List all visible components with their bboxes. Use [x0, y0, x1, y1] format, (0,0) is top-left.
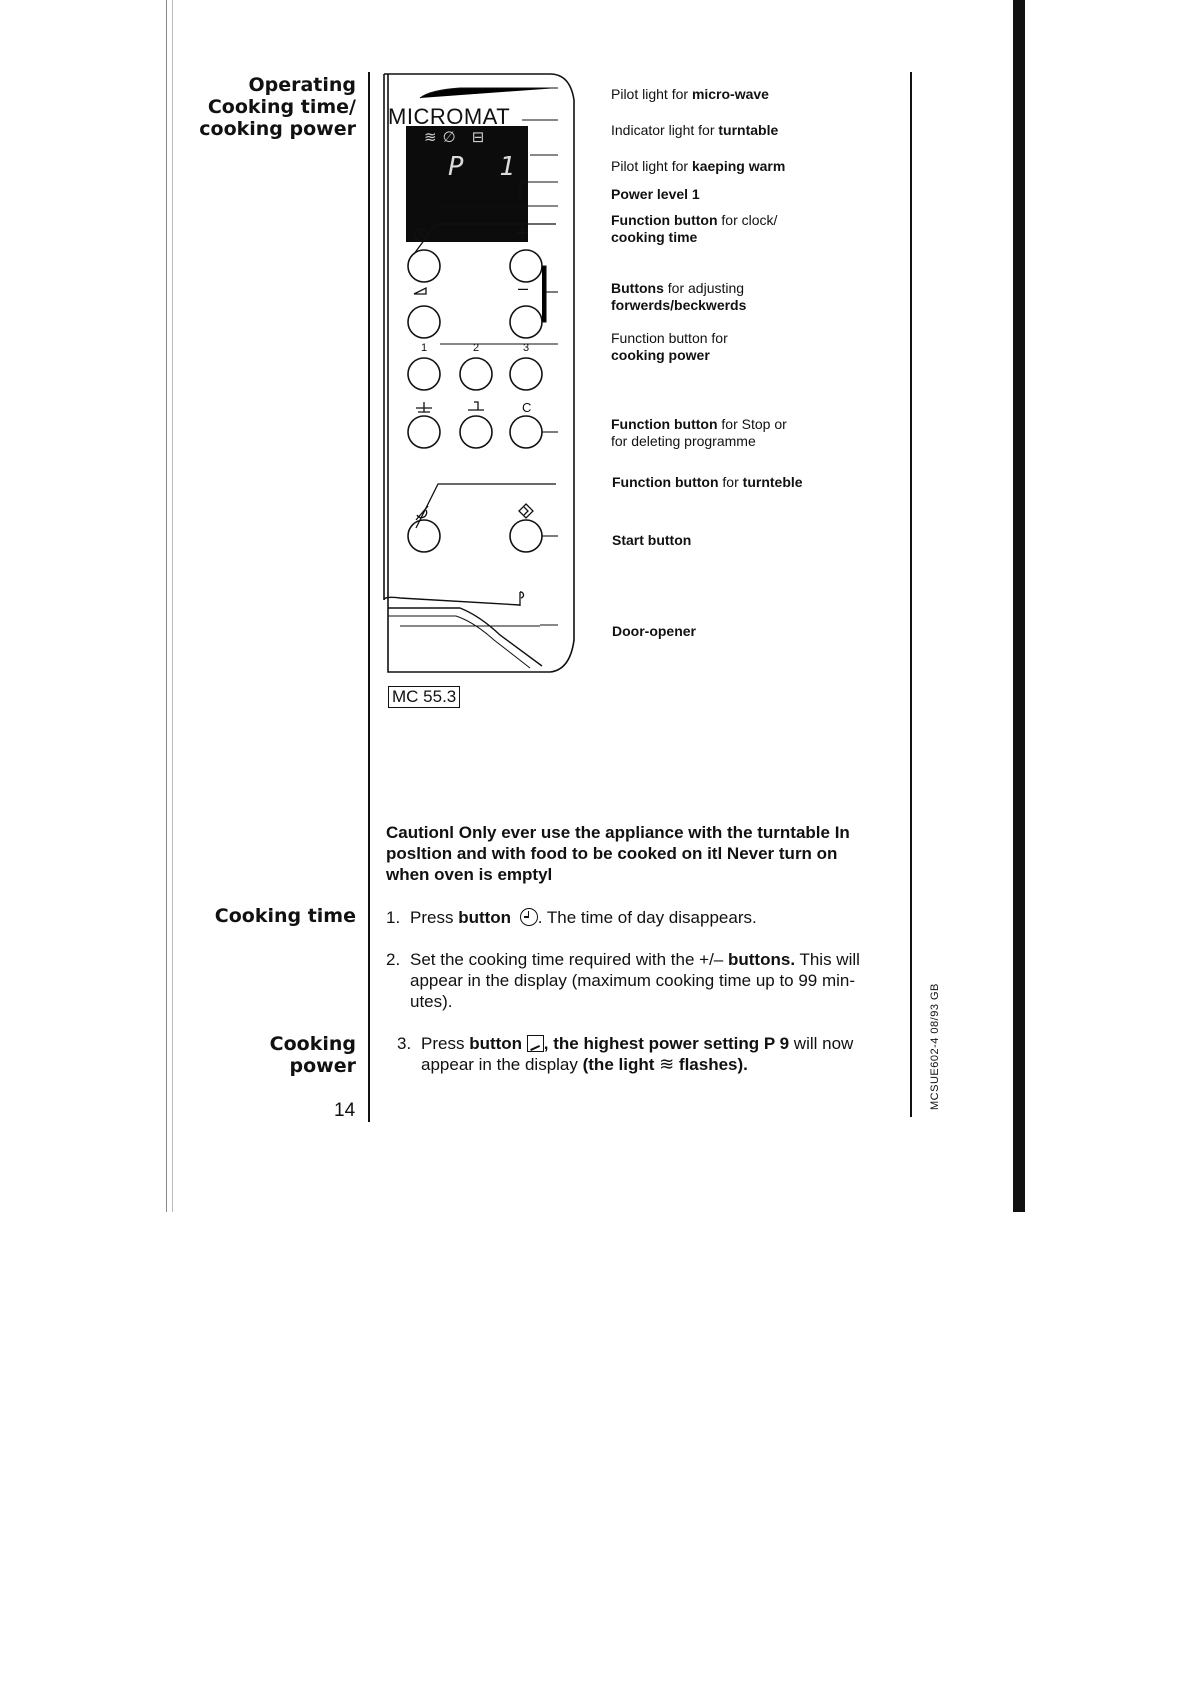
step-text-part: . The time of day disappears.	[537, 908, 757, 927]
step-text-part: appear in the display (maximum cooking time up to 99 min-	[410, 971, 856, 990]
document-code: MCSUE602-4 08/93 GB	[929, 983, 941, 1110]
label-micro-wave	[611, 86, 769, 103]
step-number: 1.	[386, 908, 401, 927]
label-bold: Power level 1	[611, 186, 700, 202]
level-2-button	[460, 358, 492, 390]
panel-brand: MICROMAT	[388, 104, 511, 129]
sidebar-heading-line: cooking power	[199, 118, 356, 140]
label-text: Pilot light for	[611, 158, 692, 174]
step-3	[397, 1033, 907, 1075]
label-stop-button	[611, 416, 787, 450]
start-button	[510, 520, 542, 552]
label-clock-button	[611, 212, 777, 246]
power-icon	[414, 288, 426, 294]
display-indicators: ≋∅ ⊟	[424, 129, 491, 146]
warm-button	[460, 416, 492, 448]
sidebar-cooking-power	[270, 1033, 356, 1077]
label-power-level	[611, 186, 700, 203]
label-text: Function button for	[611, 330, 728, 346]
label-text: for deleting programme	[611, 433, 756, 449]
clock-button	[408, 250, 440, 282]
level-1-button	[408, 358, 440, 390]
warm-icon	[468, 402, 484, 410]
label-bold: Door-opener	[612, 623, 696, 639]
step-text-part: Set the cooking time required with the +/–	[410, 950, 728, 969]
label-power-button	[611, 330, 728, 364]
clock-icon	[520, 908, 538, 926]
step-text-part: will now	[789, 1034, 854, 1053]
label-keep-warm	[611, 158, 785, 175]
step-text-part: Press	[421, 1034, 470, 1053]
step-number: 3.	[397, 1034, 412, 1053]
turntable-button	[408, 520, 440, 552]
label-bold: cooking time	[611, 229, 698, 245]
step-2	[386, 949, 906, 1012]
caution-line: Cautionl Only ever use the appliance with the turntable In	[386, 823, 850, 842]
caution-line: posltion and with food to be cooked on itl Never turn on	[386, 844, 838, 863]
step-text-part: This will	[795, 950, 860, 969]
key-icon	[520, 592, 524, 606]
label-bold: forwerds/beckwerds	[611, 297, 747, 313]
label-start-button	[612, 532, 691, 549]
label-bold: micro-wave	[691, 86, 769, 102]
microwave-icon: ≋	[659, 1054, 675, 1074]
label-text: Indicator light for	[611, 122, 719, 138]
page-number: 14	[334, 1100, 356, 1121]
level-2-label: 2	[473, 342, 480, 354]
step-number: 2.	[386, 950, 401, 969]
defrost-button	[408, 416, 440, 448]
label-bold: turnteble	[742, 474, 803, 490]
label-bold: Function button	[611, 416, 718, 432]
level-3-label: 3	[523, 342, 530, 354]
display-readout: P 1	[448, 152, 525, 182]
step-bold: flashes).	[674, 1055, 748, 1074]
model-label: MC 55.3	[388, 686, 460, 708]
margin-rule	[166, 0, 167, 1212]
power-button	[408, 306, 440, 338]
step-text	[421, 1033, 853, 1075]
label-text: Pilot light for	[611, 86, 692, 102]
power-icon	[527, 1035, 544, 1052]
margin-rule	[172, 0, 173, 1212]
label-bold: Function button	[611, 212, 718, 228]
step-bold: button	[469, 1034, 523, 1053]
scan-edge	[1013, 0, 1025, 1212]
minus-label: –	[518, 278, 529, 298]
label-bold: kaeping warm	[691, 158, 786, 174]
step-text	[410, 907, 757, 928]
label-turntable-button	[612, 474, 803, 491]
step-text	[410, 949, 860, 1012]
stop-label: C	[522, 400, 532, 415]
step-bold: button	[458, 908, 512, 927]
level-3-button	[510, 358, 542, 390]
label-bold: turntable	[718, 122, 779, 138]
step-text-part: Press	[410, 908, 459, 927]
sidebar-cooking-power-line: Cooking	[269, 1033, 356, 1055]
step-1	[386, 907, 906, 928]
plus-label: +	[516, 220, 529, 245]
defrost-icon	[416, 402, 432, 412]
sidebar-cooking-power-line: power	[289, 1055, 356, 1077]
caution-line: when oven is emptyl	[386, 865, 553, 884]
step-text-part: utes).	[410, 992, 453, 1011]
label-text: for adjusting	[663, 280, 745, 296]
caution-paragraph	[386, 822, 906, 885]
label-text: for	[718, 474, 743, 490]
sidebar-heading-line: Operating	[248, 74, 356, 96]
step-text-part: appear in the display	[421, 1055, 583, 1074]
minus-button	[510, 306, 542, 338]
label-text: for clock/	[717, 212, 778, 228]
stop-button	[510, 416, 542, 448]
step-bold: buttons.	[728, 950, 796, 969]
label-text: for Stop or	[717, 416, 787, 432]
label-bold: Start button	[612, 532, 692, 548]
label-bold: cooking power	[611, 347, 710, 363]
sidebar-heading-line: Cooking time/	[207, 96, 356, 118]
label-adjust-buttons	[611, 280, 746, 314]
step-bold: (the light	[582, 1055, 660, 1074]
label-bold: Function button	[612, 474, 719, 490]
label-turntable-light	[611, 122, 778, 139]
start-icon	[519, 504, 533, 518]
sidebar-heading	[199, 74, 356, 140]
level-1-label: 1	[421, 342, 428, 354]
step-bold: , the highest power setting P 9	[543, 1034, 790, 1053]
label-door-opener	[612, 623, 696, 640]
label-bold: Buttons	[611, 280, 664, 296]
column-rule	[910, 72, 912, 1117]
sidebar-cooking-time: Cooking time	[214, 905, 356, 927]
